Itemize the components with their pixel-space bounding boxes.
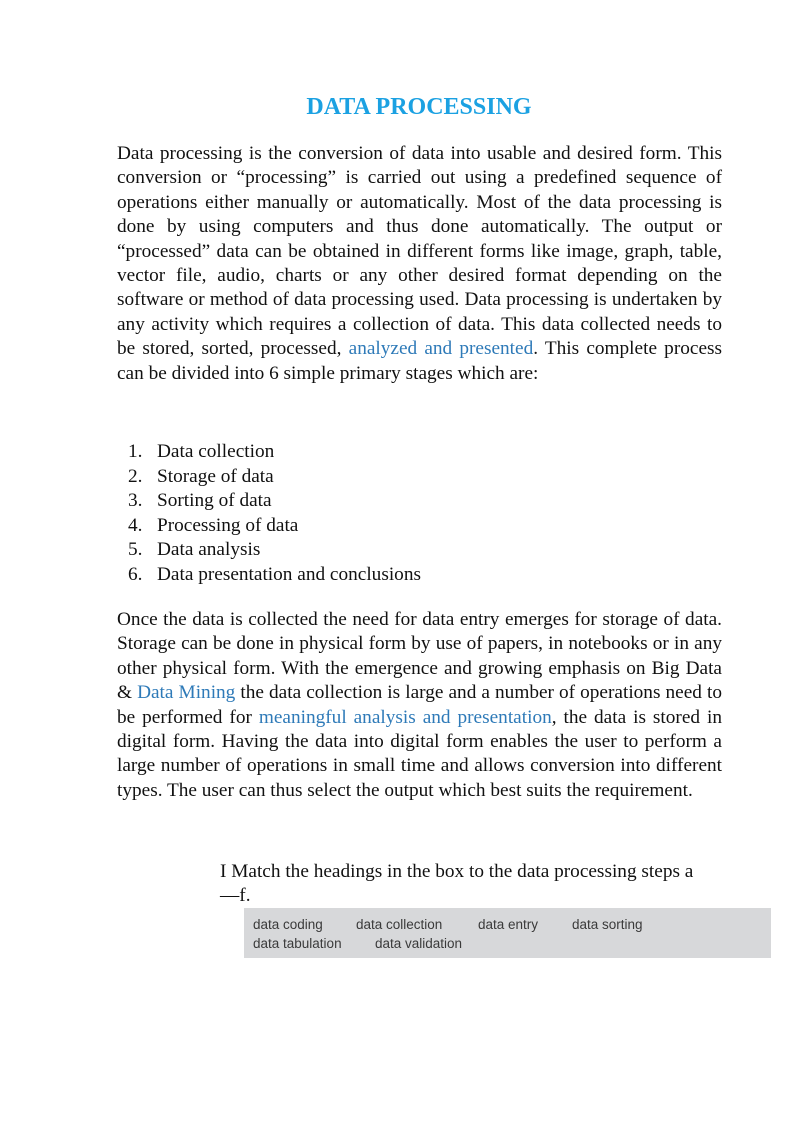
list-number: 6. (128, 563, 143, 585)
word-box-item: data validation (375, 936, 463, 951)
list-item-label: Data collection (157, 441, 275, 462)
list-number: 2. (128, 465, 143, 487)
list-item (128, 440, 421, 465)
intro-paragraph (117, 142, 722, 386)
intro-text-end: . This complete process can be divided into 6 simple primary stages which are: (117, 338, 723, 384)
list-item-label: Sorting of data (157, 490, 272, 512)
list-item-label: Data presentation and conclusions (157, 563, 421, 585)
list-item (128, 489, 421, 514)
data-mining-link[interactable]: Data Mining (137, 682, 236, 704)
page-title: DATA PROCESSING (306, 94, 532, 120)
storage-text-2: the data collection is large and a number of operations need to be performed for (117, 682, 722, 728)
word-box-item: data tabulation (253, 936, 342, 951)
word-box-item: data coding (253, 917, 323, 932)
storage-text-1: Once the data is collected the need for data entry emerges for storage of data. Storage can be done in physical form by use of papers, in notebooks or in any other physical form. With the emergence and growing emphasis on Big Data & (117, 609, 722, 704)
list-number: 3. (128, 490, 143, 512)
intro-text: Data processing is the conversion of data into usable and desired form. This conversion or “processing” is carried out using a predefined sequence of operations either manually or automatically. Most of the data processing is done by using computers and thus done automatically. The output or “processed” data can be obtained in different forms like image, graph, table, vector file, audio, charts or any other desired format depending on the software or method of data processing used. Data processing is undertaken by any activity which requires a collection of data. This data collected needs to be stored, sorted, processed, (117, 143, 722, 360)
storage-paragraph (117, 608, 722, 803)
list-item (128, 538, 421, 563)
list-item-label: Processing of data (157, 514, 299, 536)
meaningful-analysis-link[interactable]: meaningful analysis and presentation (258, 706, 552, 728)
word-box-item: data entry (478, 917, 539, 932)
storage-text-3: , the data is stored in digital form. Having the data into digital form enables the user to perform a large number of operations in small time and allows conversion into different types. The user can thus select the output which best suits the requirement. (117, 706, 722, 801)
list-item (128, 514, 421, 539)
list-number: 5. (128, 539, 143, 561)
word-box-item: data sorting (572, 917, 643, 932)
list-item (128, 563, 421, 588)
list-item-label: Data analysis (157, 539, 261, 561)
processing-steps-list (128, 440, 421, 588)
list-item (128, 465, 421, 490)
analyzed-and-presented-link[interactable]: analyzed and presented (348, 338, 534, 360)
list-item-label: Storage of data (157, 465, 274, 487)
exercise-instruction: I Match the headings in the box to the data processing steps a—f. (220, 861, 694, 907)
word-box (244, 908, 771, 958)
list-number: 1. (128, 441, 143, 462)
word-box-item: data collection (356, 917, 443, 932)
list-number: 4. (128, 514, 143, 536)
